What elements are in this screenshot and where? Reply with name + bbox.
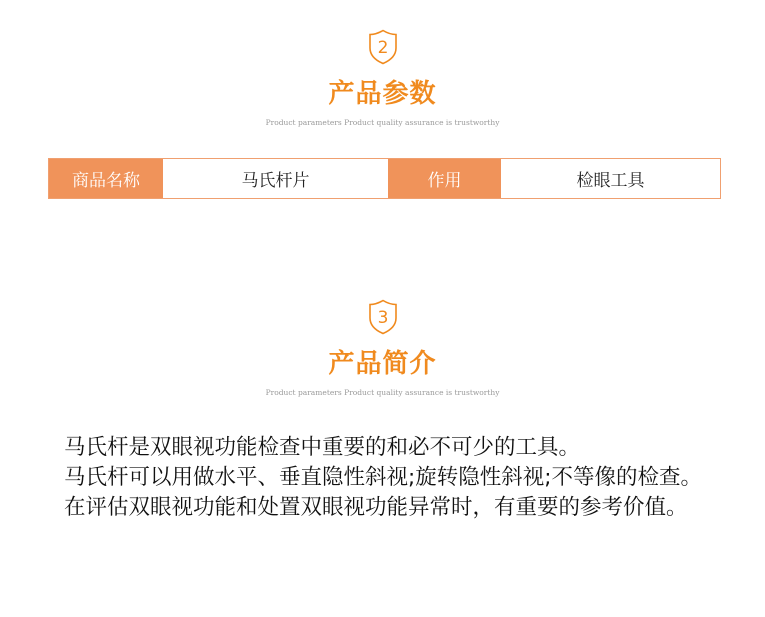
section-title: 产品简介 [328, 349, 437, 379]
param-label-name: 商品名称 [49, 159, 163, 198]
intro-paragraph: 在评估双眼视功能和处置双眼视功能异常时，有重要的参考价值。 [64, 495, 688, 520]
intro-paragraph: 马氏杆是双眼视功能检查中重要的和必不可少的工具。 [64, 435, 581, 460]
section-number: 2 [377, 38, 388, 58]
section-title: 产品参数 [328, 79, 437, 109]
intro-text [64, 433, 724, 523]
intro-paragraph: 马氏杆可以用做水平、垂直隐性斜视;旋转隐性斜视;不等像的检查。 [64, 465, 702, 490]
param-value-use: 检眼工具 [501, 159, 720, 198]
shield-badge-icon [368, 299, 398, 335]
param-value-name: 马氏杆片 [163, 159, 388, 198]
section-subtitle: Product parameters Product quality assurance is trustworthy [265, 118, 500, 127]
section-number: 3 [377, 308, 388, 328]
param-label-use: 作用 [388, 159, 501, 198]
section-subtitle: Product parameters Product quality assurance is trustworthy [265, 388, 500, 397]
